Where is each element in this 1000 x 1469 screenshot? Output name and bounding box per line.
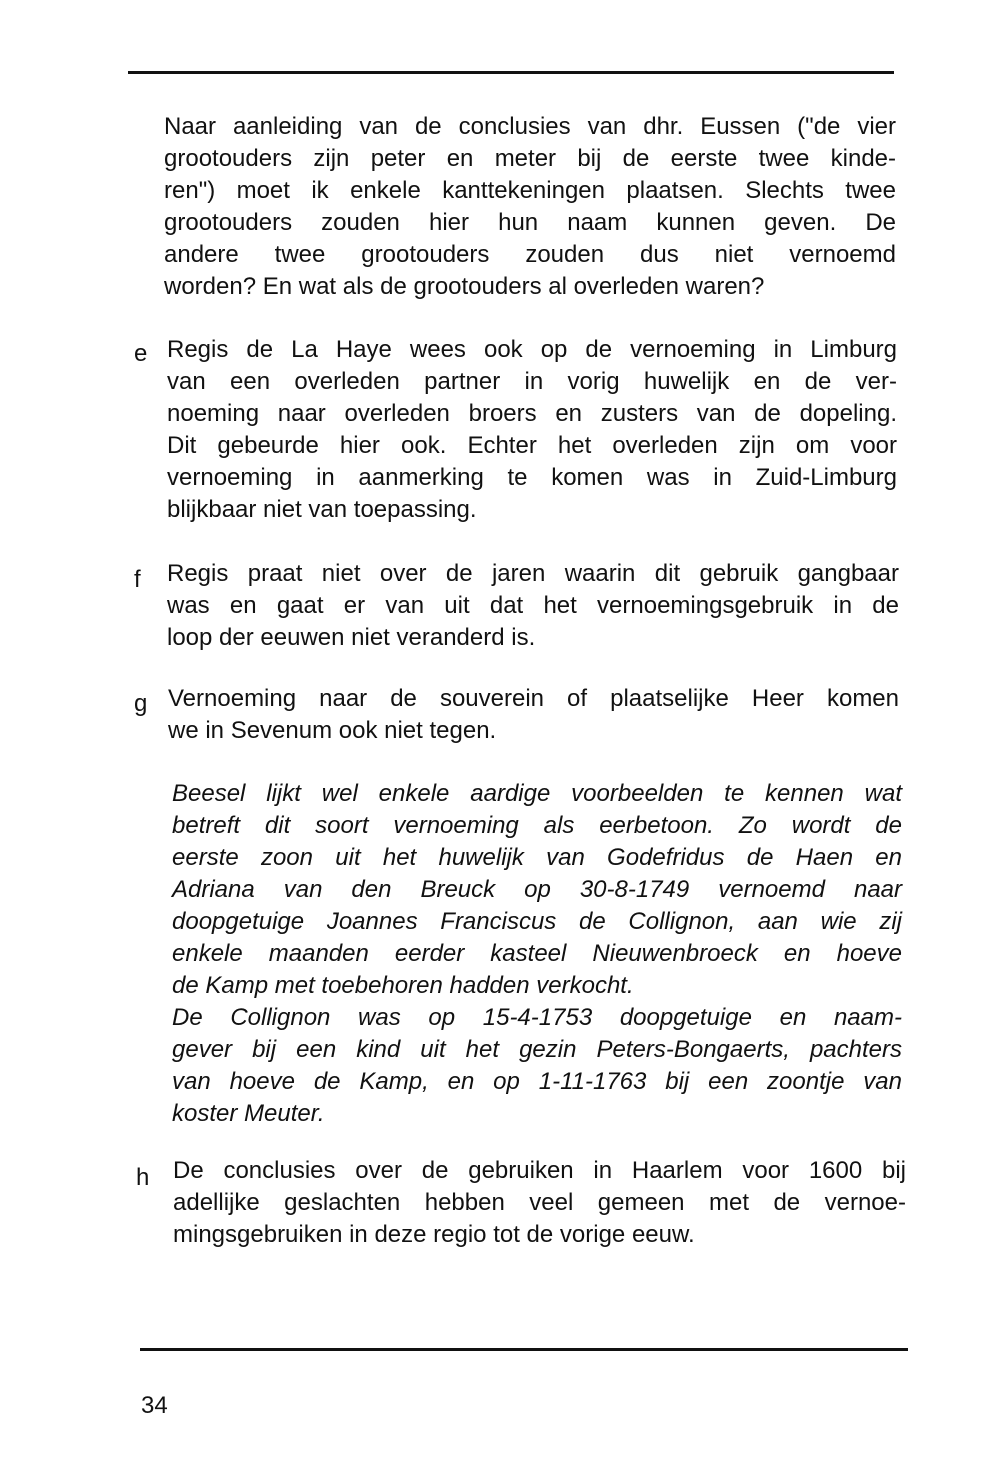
italic-note bbox=[172, 778, 902, 1130]
item-h-paragraph bbox=[173, 1155, 906, 1251]
intro-paragraph bbox=[164, 111, 896, 303]
text-line: vernoeming in aanmerking te komen was in Zuid-Limburg bbox=[167, 464, 897, 491]
text-line: enkele maanden eerder kasteel Nieuwenbroeck en hoeve bbox=[172, 940, 902, 967]
text-line: De Collignon was op 15-4-1753 doopgetuige en naam- bbox=[172, 1004, 902, 1031]
text-line: doopgetuige Joannes Franciscus de Collignon, aan wie zij bbox=[172, 908, 902, 935]
text-line: Regis de La Haye wees ook op de vernoeming in Limburg bbox=[167, 336, 897, 363]
text-line: Regis praat niet over de jaren waarin dit gebruik gangbaar bbox=[167, 560, 899, 587]
text-line: Dit gebeurde hier ook. Echter het overleden zijn om voor bbox=[167, 432, 897, 459]
item-e-paragraph bbox=[167, 334, 897, 526]
item-marker-g: g bbox=[134, 690, 148, 717]
item-f-paragraph bbox=[167, 558, 899, 654]
bottom-rule bbox=[140, 1348, 908, 1351]
text-line: eerste zoon uit het huwelijk van Godefridus de Haen en bbox=[172, 844, 902, 871]
text-line: loop der eeuwen niet veranderd is. bbox=[167, 624, 536, 651]
item-marker-e: e bbox=[134, 340, 148, 367]
item-marker-h: h bbox=[136, 1164, 150, 1191]
text-line: betreft dit soort vernoeming als eerbetoon. Zo wordt de bbox=[172, 812, 902, 839]
text-line: van hoeve de Kamp, en op 1-11-1763 bij een zoontje van bbox=[172, 1068, 902, 1095]
top-rule bbox=[128, 71, 894, 74]
text-line: ren") moet ik enkele kanttekeningen plaatsen. Slechts twee bbox=[164, 177, 896, 204]
text-line: mingsgebruiken in deze regio tot de vorige eeuw. bbox=[173, 1221, 695, 1248]
page-number: 34 bbox=[141, 1392, 168, 1419]
item-marker-f: f bbox=[134, 566, 141, 593]
text-line: we in Sevenum ook niet tegen. bbox=[168, 717, 497, 744]
text-line: Adriana van den Breuck op 30-8-1749 vernoemd naar bbox=[172, 876, 902, 903]
item-g-paragraph bbox=[168, 683, 899, 747]
text-line: De conclusies over de gebruiken in Haarlem voor 1600 bij bbox=[173, 1157, 906, 1184]
text-line: de Kamp met toebehoren hadden verkocht. bbox=[172, 972, 634, 999]
text-line: gever bij een kind uit het gezin Peters-Bongaerts, pachters bbox=[172, 1036, 902, 1063]
text-line: andere twee grootouders zouden dus niet vernoemd bbox=[164, 241, 896, 268]
text-line: was en gaat er van uit dat het vernoemingsgebruik in de bbox=[167, 592, 899, 619]
text-line: van een overleden partner in vorig huwelijk en de ver- bbox=[167, 368, 897, 395]
text-line: adellijke geslachten hebben veel gemeen met de vernoe- bbox=[173, 1189, 906, 1216]
text-line: noeming naar overleden broers en zusters van de dopeling. bbox=[167, 400, 897, 427]
text-line: koster Meuter. bbox=[172, 1100, 325, 1127]
text-line: blijkbaar niet van toepassing. bbox=[167, 496, 477, 523]
text-line: grootouders zouden hier hun naam kunnen geven. De bbox=[164, 209, 896, 236]
text-line: Naar aanleiding van de conclusies van dhr. Eussen ("de vier bbox=[164, 113, 896, 140]
text-line: Beesel lijkt wel enkele aardige voorbeelden te kennen wat bbox=[172, 780, 902, 807]
text-line: worden? En wat als de grootouders al overleden waren? bbox=[164, 273, 765, 300]
text-line: Vernoeming naar de souverein of plaatselijke Heer komen bbox=[168, 685, 899, 712]
text-line: grootouders zijn peter en meter bij de eerste twee kinde- bbox=[164, 145, 896, 172]
